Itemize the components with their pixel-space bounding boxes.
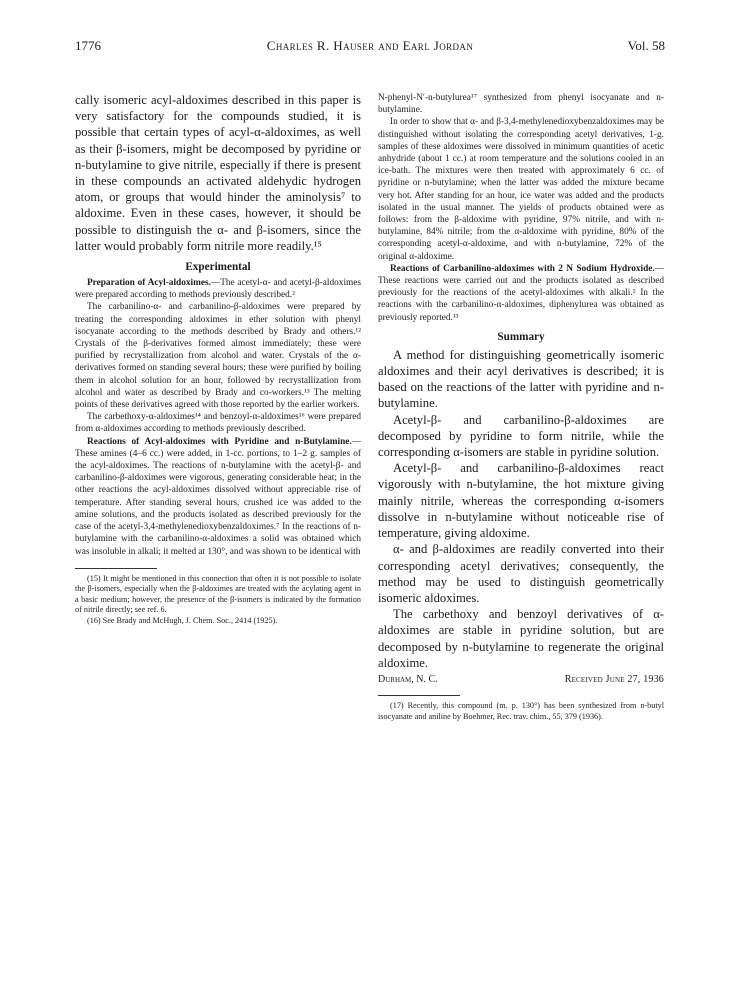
summary-paragraph-5: The carbethoxy and benzoyl derivatives of α-aldoximes are stable in pyridine solution, but are decomposed by n-butylamine to regenerate the original aldoxime.	[378, 607, 664, 670]
page-header	[75, 38, 665, 54]
right-column	[378, 92, 664, 722]
page-number: 1776	[75, 38, 101, 53]
reactions-runin-heading: Reactions of Acyl-aldoximes with Pyridine and n-Butylamine.	[87, 436, 352, 447]
footnote-17: (17) Recently, this compound (m. p. 130°) has been synthesized from n-butyl isocyanate and aniline by Boehmer, Rec. trav. chim., 55, 379 (1936).	[378, 700, 664, 721]
sodium-hydroxide-text: —These reactions were carried out and the products isolated as described previously for the reactions of the acetyl-aldoximes with alkali.² In the reactions with the carbanilino-α-aldoximes, diphenylurea was obtained as previously reported.¹³	[378, 263, 664, 323]
summary-heading: Summary	[497, 330, 545, 343]
left-column	[75, 92, 361, 627]
footnote-16: (16) See Brady and McHugh, J. Chem. Soc., 2414 (1925).	[87, 616, 278, 626]
signature-line	[378, 674, 664, 685]
received-date: Received June 27, 1936	[564, 673, 664, 685]
preparation-paragraph	[75, 277, 361, 301]
carbethoxy-paragraph: The carbethoxy-α-aldoximes¹⁴ and benzoyl-α-aldoximes¹⁶ were prepared from α-aldoximes according to methods previously described.	[75, 412, 361, 435]
summary-paragraph-2: Acetyl-β- and carbanilino-β-aldoximes are decomposed by pyridine to form nitrile, while the corresponding α-isomers are stable in pyridine solution.	[378, 412, 664, 460]
preparation-text: —The acetyl-α- and acetyl-β-aldoximes were prepared according to methods previously described.²	[75, 278, 361, 301]
footnote-divider-right	[378, 695, 460, 696]
reactions-pyridine-paragraph	[75, 436, 361, 558]
intro-paragraph: cally isomeric acyl-aldoximes described in this paper is very satisfactory for the compounds studied, it is possible that certain types of acyl-α-aldoximes, as well as their β-isomers, might be decomposed by pyridine or n-butylamine to give nitrile, especially if there is present in these compounds an activated aldehydic hydrogen atom, or groups that would hinder the aminolysis⁷ to aldoxime. Even in these cases, however, it should be possible to distinguish the α- and β-isomers, since the latter would probably form nitrile more readily.¹⁵	[75, 93, 361, 253]
footnote-divider	[75, 568, 157, 569]
carbanilino-preparation-paragraph: The carbanilino-α- and carbanilino-β-aldoximes were prepared by treating the corresponding aldoximes in ether solution with phenyl isocyanate according to the methods described by Brady and others.¹² Crystals of the β-derivatives formed almost immediately; these were purified by recrystallization from alcohol and water. Crystals of the α-derivatives formed on standing several hours; these were purified by boiling them in alcohol solution for an hour, followed by recrystallization from alcohol and water as described by Brady and co-workers.¹³ The melting points of these derivatives agreed with those reported by the earlier workers.	[75, 302, 361, 411]
methylenedioxy-paragraph: In order to show that α- and β-3,4-methylenedioxybenzaldoximes may be distinguished without isolating the corresponding acetyl derivatives, 1-g. samples of these aldoximes were dissolved in minimum quantities of acetic anhydride (about 1 cc.) at room temperature and the solutions cooled in an ice-bath. The mixtures were then treated with approximately 6 cc. of pyridine or n-butylamine; when the latter was added the mixture became very hot. After standing for an hour, ice water was added and the products isolated in the usual manner. The yields of products obtained were as follows: from the β-aldoxime with pyridine, 97% nitrile, and with n-butylamine, 84% nitrile; from the α-aldoxime with pyridine, 80% of the corresponding acetyl-α-aldoxime, and with n-butylamine, 72% of the original α-aldoxime.	[378, 117, 664, 262]
sodium-hydroxide-runin-heading: Reactions of Carbanilino-aldoximes with 2 N Sodium Hydroxide.	[390, 263, 655, 274]
summary-paragraph-1: A method for distinguishing geometrically isomeric aldoximes and their acyl derivatives is described; it is based on the reactions of the latter with pyridine and n-butylamine.	[378, 347, 664, 411]
experimental-heading: Experimental	[185, 261, 251, 274]
summary-paragraph-4: α- and β-aldoximes are readily converted into their corresponding acetyl derivatives; consequently, the method may be used to distinguish geometrically isomeric aldoximes.	[378, 542, 664, 605]
continued-paragraph: N-phenyl-N′-n-butylurea¹⁷ synthesized from phenyl isocyanate and n-butylamine.	[378, 93, 664, 116]
running-head-authors: Charles R. Hauser and Earl Jordan	[266, 38, 474, 53]
signature-place: Durham, N. C.	[378, 673, 438, 685]
footnote-15: (15) It might be mentioned in this connection that often it is not possible to isolate the β-isomers, especially when the β-aldoximes are treated with the acylating agent in a basic medium; however, the presence of the β-isomers is indicated by the formation of nitrile directly; see ref. 6.	[75, 573, 361, 615]
reactions-text: —These amines (4–6 cc.) were added, in 1-cc. portions, to 1–2 g. samples of the acyl-aldoximes. The reactions of n-butylamine with the acetyl-β- and carbanilino-β-aldoximes were vigorous, generating considerable heat; in the other reactions the acyl-aldoximes dissolved without appreciable rise of temperature. After standing several hours, crushed ice was added to the amine solutions, and the products isolated as described previously for the case of the acetyl-3,4-methylenedioxybenzaldoximes.⁷ In the reactions of n-butylamine with the carbanilino-α-aldoximes a solid was obtained which was insoluble in alkali; it melted at 130°, and was shown to be identical with	[75, 436, 361, 557]
sodium-hydroxide-paragraph	[378, 263, 664, 324]
preparation-runin-heading: Preparation of Acyl-aldoximes.	[87, 278, 211, 289]
volume-label: Vol. 58	[627, 38, 665, 53]
summary-paragraph-3: Acetyl-β- and carbanilino-β-aldoximes react vigorously with n-butylamine, the hot mixture giving mainly nitrile, whereas the corresponding α-isomers dissolve in n-butylamine without noticeable rise of temperature, giving aldoxime.	[378, 461, 664, 541]
